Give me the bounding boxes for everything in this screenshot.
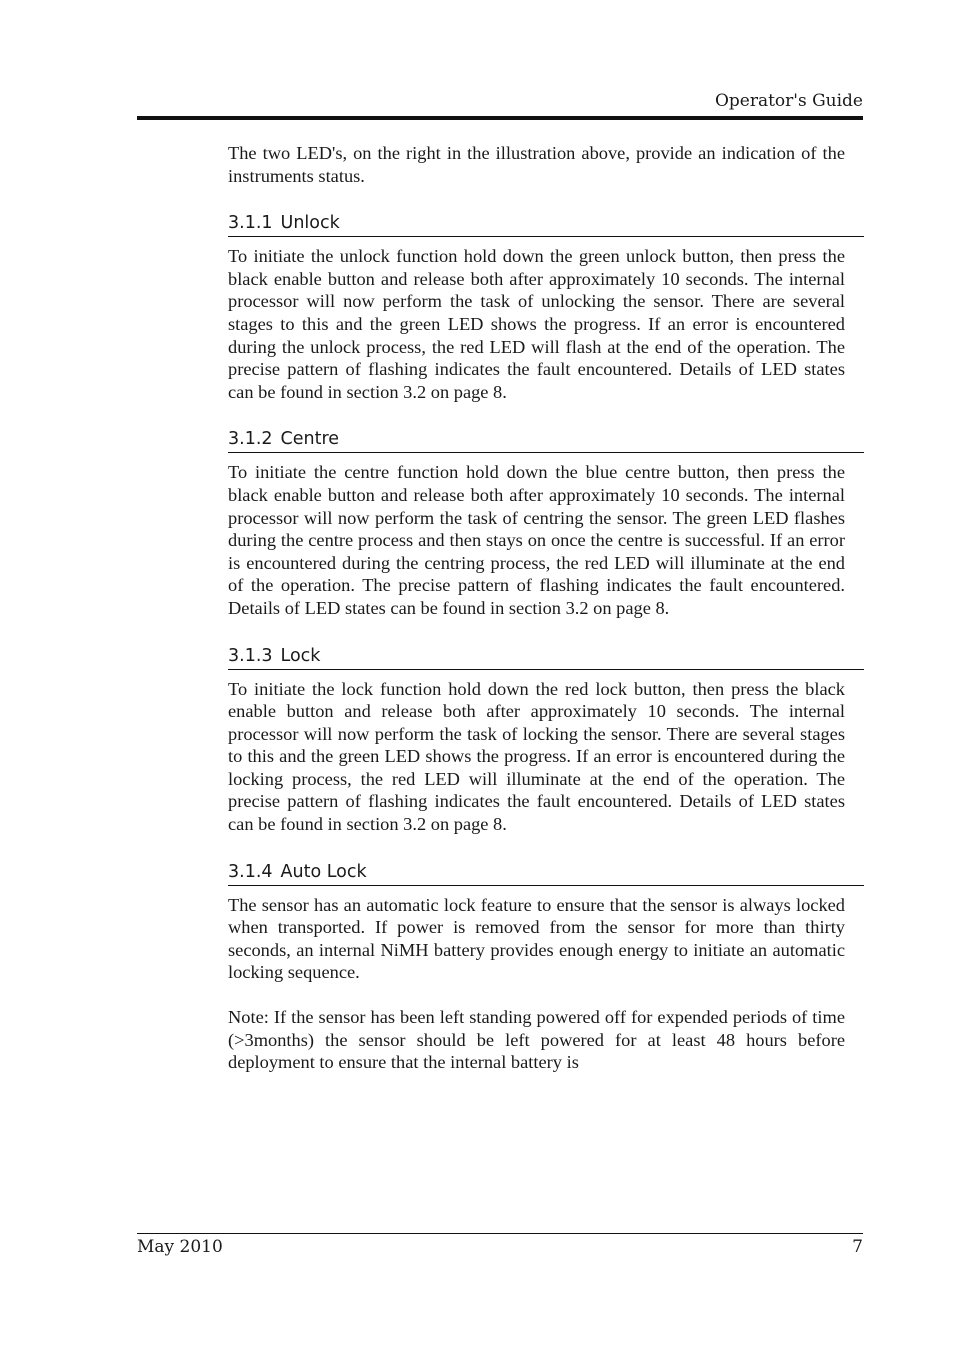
intro-paragraph: The two LED's, on the right in the illustration above, provide an indication of the instruments status. xyxy=(228,143,845,186)
lock-paragraph: To initiate the lock function hold down the red lock button, then press the black enable button and release both after approximately 10 seconds. The internal processor will now perform the task of locking the sensor. There are several stages to this and the green LED shows the progress. If an error is encountered during the locking process, the red LED will illuminate at the end of the operation. The precise pattern of flashing indicates the fault encountered. Details of LED states can be found in section 3.2 on page 8. xyxy=(228,678,845,835)
section-heading-unlock xyxy=(228,211,864,237)
section-heading-auto-lock xyxy=(228,860,864,886)
footer-rule xyxy=(137,1233,863,1234)
centre-paragraph: To initiate the centre function hold down the blue centre button, then press the black enable button and release both after approximately 10 seconds. The internal processor will now perform the task of centring the sensor. The green LED flashes during the centre process and then stays on once the centre is successful. If an error is encountered during the centring process, the red LED will illuminate at the end of the operation. The precise pattern of flashing indicates the fault encountered. Details of LED states can be found in section 3.2 on page 8. xyxy=(228,462,845,618)
section-number: 3.1.1 xyxy=(228,213,273,234)
running-header: Operator's Guide xyxy=(714,91,863,111)
page-number: 7 xyxy=(852,1237,863,1257)
section-title: Unlock xyxy=(280,213,340,234)
section-number: 3.1.3 xyxy=(228,645,273,666)
section-title: Lock xyxy=(280,645,321,666)
auto-lock-paragraph: The sensor has an automatic lock feature to ensure that the sensor is always locked when transported. If power is removed from the sensor for more than thirty seconds, an internal NiMH battery provides enough energy to initiate an automatic locking sequence. xyxy=(228,894,845,983)
header-rule xyxy=(137,116,863,120)
section-heading-lock xyxy=(228,644,864,670)
unlock-paragraph: To initiate the unlock function hold down the green unlock button, then press the black enable button and release both after approximately 10 seconds. The internal processor will now perform the task of unlocking the sensor. There are several stages to this and the green LED shows the progress. If an error is encountered during the unlock process, the red LED will flash at the end of the operation. The precise pattern of flashing indicates the fault encountered. Details of LED states can be found in section 3.2 on page 8. xyxy=(228,246,845,402)
page-body xyxy=(228,142,845,1074)
section-title: Auto Lock xyxy=(280,861,367,882)
section-heading-centre xyxy=(228,427,864,453)
section-number: 3.1.4 xyxy=(228,861,273,882)
section-title: Centre xyxy=(280,429,340,450)
note-paragraph: Note: If the sensor has been left standing powered off for expended periods of time (>3months) the sensor should be left powered for at least 48 hours before deployment to ensure that the internal battery is xyxy=(228,1007,845,1073)
section-number: 3.1.2 xyxy=(228,429,273,450)
footer-date: May 2010 xyxy=(137,1237,223,1257)
